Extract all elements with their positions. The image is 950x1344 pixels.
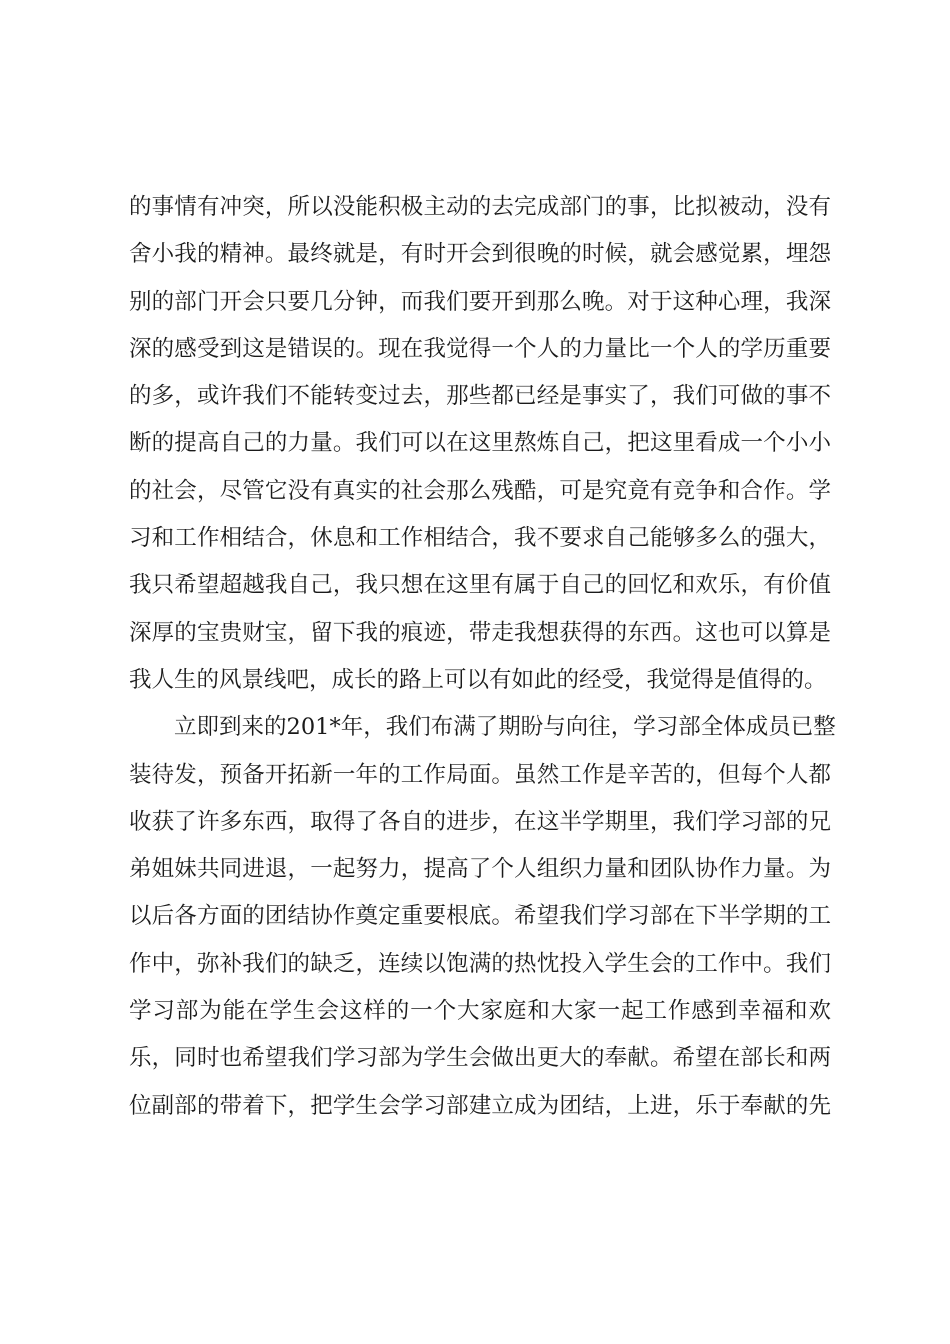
text-line: 收获了许多东西，取得了各自的进步，在这半学期里，我们学习部的兄	[129, 808, 831, 835]
text-line: 以后各方面的团结协作奠定重要根底。希望我们学习部在下半学期的工	[129, 903, 831, 930]
text-line: 作中，弥补我们的缺乏，连续以饱满的热忱投入学生会的工作中。我们	[129, 950, 831, 977]
body-text	[129, 184, 836, 1130]
paragraph-2	[129, 704, 836, 1130]
text-line: 学习部为能在学生会这样的一个大家庭和大家一起工作感到幸福和欢	[129, 998, 831, 1025]
text-line: 立即到来的201*年，我们布满了期盼与向往，学习部全体成员已整	[174, 714, 836, 741]
text-line: 弟姐妹共同进退，一起努力，提高了个人组织力量和团队协作力量。为	[129, 856, 831, 883]
text-line: 舍小我的精神。最终就是，有时开会到很晚的时候，就会感觉累，埋怨	[129, 241, 831, 268]
text-line: 深厚的宝贵财宝，留下我的痕迹，带走我想获得的东西。这也可以算是	[129, 619, 831, 646]
text-line: 的社会，尽管它没有真实的社会那么残酷，可是究竟有竞争和合作。学	[129, 477, 831, 504]
text-line: 位副部的带着下，把学生会学习部建立成为团结，上进，乐于奉献的先	[129, 1092, 831, 1119]
text-line: 的事情有冲突，所以没能积极主动的去完成部门的事，比拟被动，没有	[129, 194, 831, 220]
text-line: 乐，同时也希望我们学习部为学生会做出更大的奉献。希望在部长和两	[129, 1045, 831, 1072]
text-line: 我人生的风景线吧，成长的路上可以有如此的经受，我觉得是值得的。	[129, 666, 827, 693]
paragraph-1	[129, 184, 831, 704]
text-line: 装待发，预备开拓新一年的工作局面。虽然工作是辛苦的，但每个人都	[129, 761, 831, 788]
text-line: 我只希望超越我自己，我只想在这里有属于自己的回忆和欢乐，有价值	[129, 572, 831, 599]
text-line: 习和工作相结合，休息和工作相结合，我不要求自己能够多么的强大，	[129, 525, 831, 552]
text-line: 别的部门开会只要几分钟，而我们要开到那么晚。对于这种心理，我深	[129, 288, 831, 315]
text-line: 深的感受到这是错误的。现在我觉得一个人的力量比一个人的学历重要	[129, 335, 831, 362]
text-line: 断的提高自己的力量。我们可以在这里熬炼自己，把这里看成一个小小	[129, 430, 831, 457]
text-line: 的多，或许我们不能转变过去，那些都已经是事实了，我们可做的事不	[129, 383, 831, 410]
